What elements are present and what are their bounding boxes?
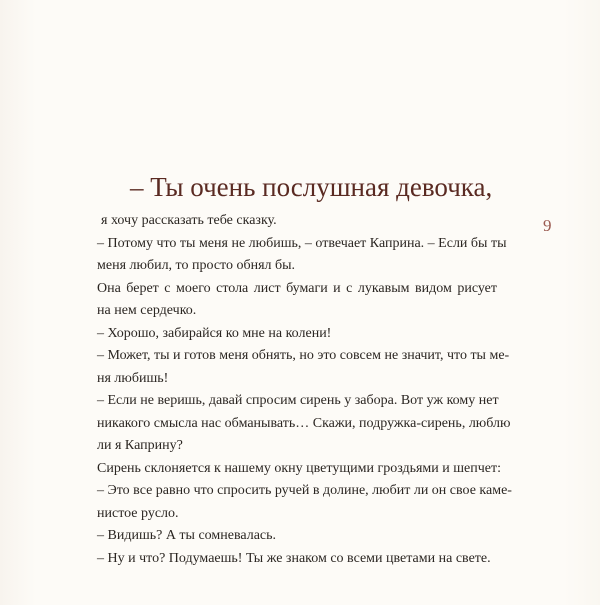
text-line: – Видишь? А ты сомневалась.: [97, 528, 277, 543]
text-line: – Потому что ты меня не любишь, – отвечает Каприна. – Если бы ты: [97, 235, 507, 251]
body-text: [97, 210, 512, 570]
text-line: – Ну и что? Подумаешь! Ты же знаком со всеми цветами на свете.: [97, 550, 491, 566]
text-line: – Если не веришь, давай спросим сирень у забора. Вот уж кому нет: [97, 393, 499, 408]
text-line: – Хорошо, забирайся ко мне на колени!: [97, 325, 332, 341]
text-line: на нем сердечко.: [97, 303, 197, 318]
text-line: меня любил, то просто обнял бы.: [97, 258, 296, 273]
text-line: Сирень склоняется к нашему окну цветущими гроздьями и шепчет:: [97, 460, 502, 476]
text-line: Она берет с моего стола лист бумаги и с лукавым видом рисует: [97, 280, 497, 296]
text-line: нистое русло.: [97, 505, 179, 521]
page-number: 9: [543, 216, 552, 235]
text-line: – Может, ты и готов меня обнять, но это совсем не значит, что ты ме-: [97, 348, 510, 363]
text-line: ли я Каприну?: [97, 438, 183, 453]
text-line: ня любишь!: [97, 370, 169, 386]
text-line: – Это все равно что спросить ручей в долине, любит ли он свое каме-: [97, 483, 512, 498]
chapter-heading: – Ты очень послушная девочка,: [130, 172, 493, 202]
text-line: никакого смысла нас обманывать… Скажи, подружка-сирень, люблю: [97, 415, 511, 431]
text-line: я хочу рассказать тебе сказку.: [101, 213, 277, 228]
